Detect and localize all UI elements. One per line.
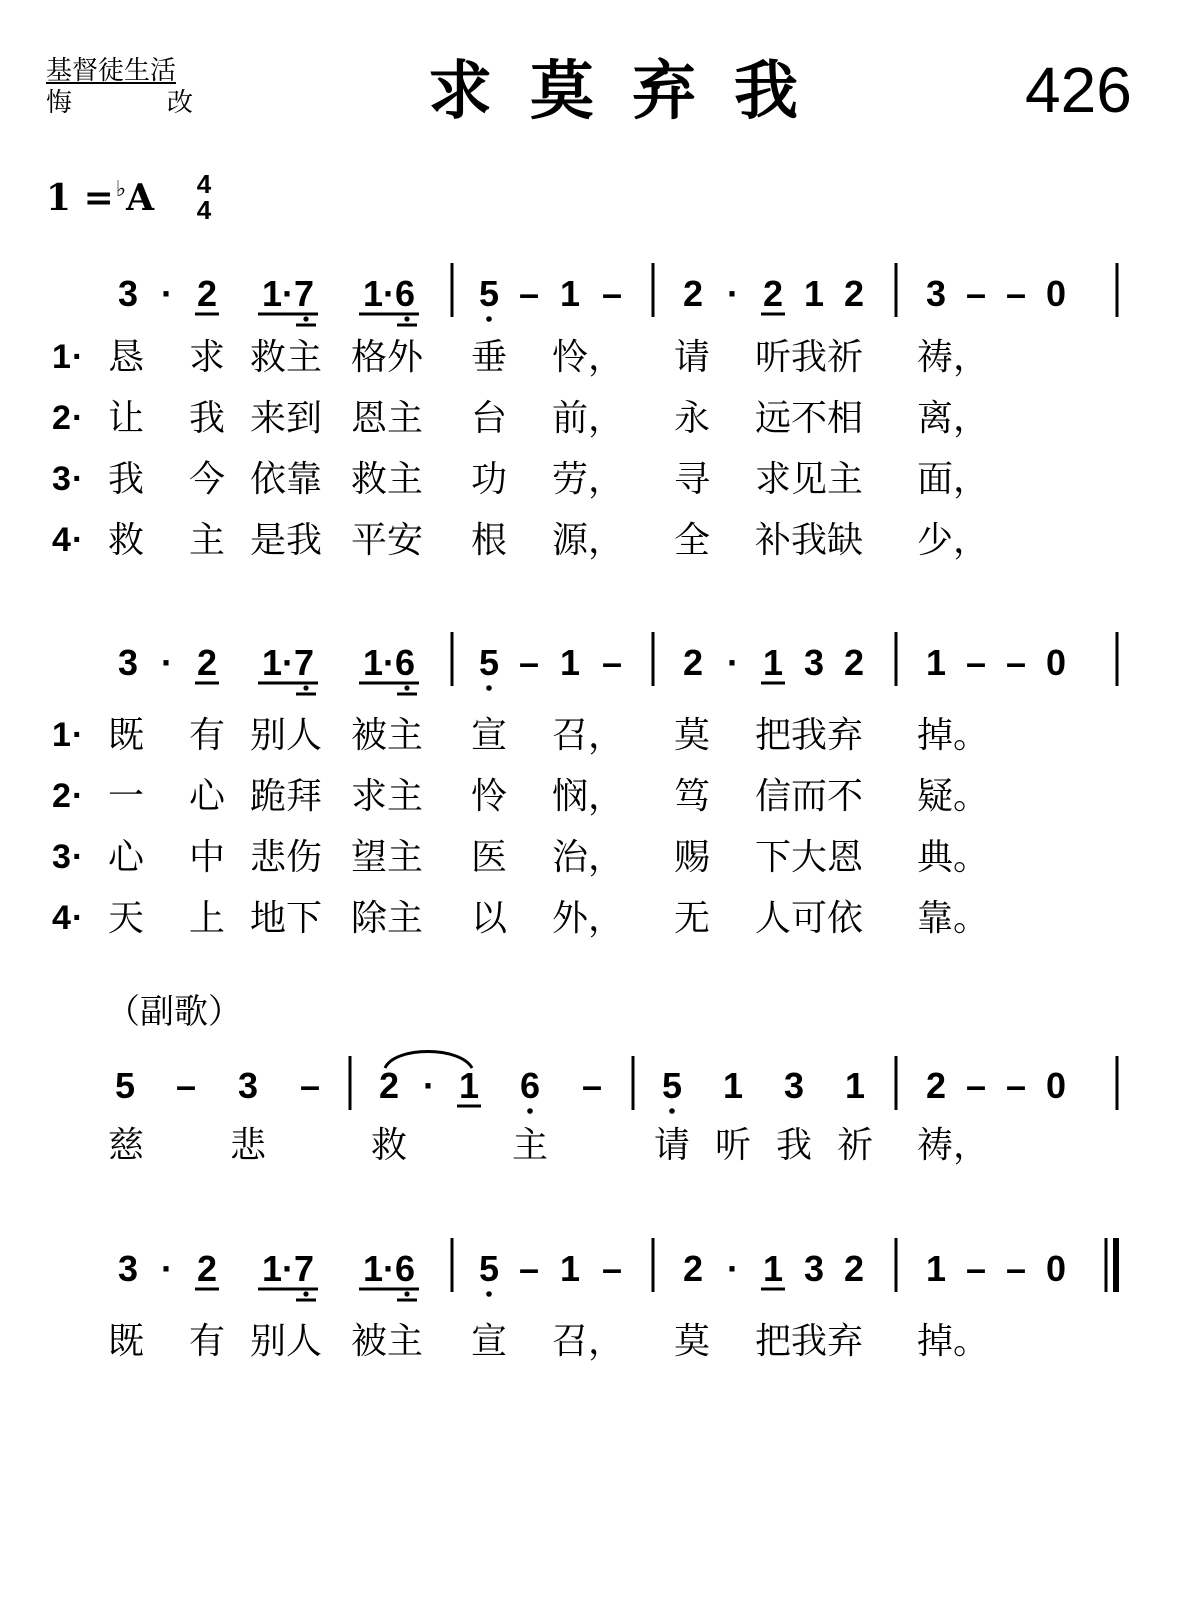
lyric-syllable: 信而不: [755, 776, 864, 817]
dash: –: [965, 1248, 987, 1289]
note: 2: [682, 642, 704, 683]
lyric-syllable: 前，: [552, 398, 625, 439]
lyric-syllable: 面，: [917, 459, 990, 500]
dash: –: [601, 1248, 623, 1289]
lyric-syllable: 召，: [552, 1321, 625, 1362]
low-octave-dot: [404, 685, 409, 690]
lyric-syllable: 让: [108, 398, 145, 439]
lyric-syllable: 被主: [351, 715, 424, 756]
lyric-syllable: 中: [189, 837, 226, 878]
note: 2: [378, 1065, 400, 1106]
lyric-syllable: 悲: [230, 1125, 267, 1166]
lyric-syllable: 祈: [837, 1125, 874, 1166]
dot-extension: ·: [727, 273, 739, 314]
note: 1: [458, 1065, 480, 1106]
final-barline-thick: [1113, 1238, 1119, 1292]
note: 2: [925, 1065, 947, 1106]
dash: –: [1005, 642, 1027, 683]
note: 3: [803, 642, 825, 683]
dash: –: [601, 273, 623, 314]
hymn-number: 426: [1025, 54, 1132, 126]
dot-extension: ·: [161, 273, 173, 314]
note-pair: 1·6: [362, 273, 416, 314]
dash: –: [581, 1065, 603, 1106]
flat-icon: ♭: [115, 176, 127, 202]
note: 2: [196, 642, 218, 683]
lyric-syllable: 依靠: [250, 459, 323, 500]
lyric-syllable: 有: [189, 715, 226, 756]
note: 3: [117, 1248, 139, 1289]
lyric-syllable: 救: [108, 520, 145, 561]
dot-extension: ·: [423, 1065, 435, 1106]
lyric-syllable: 垂: [471, 337, 508, 378]
lyric-syllable: 听我祈: [755, 337, 864, 378]
lyric-syllable: 我: [108, 459, 145, 500]
notation-row-3: [0, 1036, 1200, 1126]
note: 3: [803, 1248, 825, 1289]
note: 2: [843, 1248, 865, 1289]
lyric-syllable: 今: [189, 459, 226, 500]
lyric-syllable: 我: [189, 398, 226, 439]
note: 6: [519, 1065, 541, 1106]
verse-number: 3: [52, 460, 71, 498]
lyric-syllable: 慈: [108, 1125, 145, 1166]
lyric-syllable: 祷，: [917, 1125, 990, 1166]
note: 1: [762, 1248, 784, 1289]
time-numerator: 4: [196, 169, 212, 199]
low-octave-dot: [669, 1108, 675, 1114]
chorus-label: （副歌）: [106, 992, 242, 1032]
note-rest: 0: [1045, 273, 1067, 314]
lyric-syllable: 求主: [351, 776, 424, 817]
dot-extension: ·: [161, 1248, 173, 1289]
note: 1: [844, 1065, 866, 1106]
note-pair: 1·6: [362, 1248, 416, 1289]
key-signature: [46, 178, 154, 223]
note: 1: [762, 642, 784, 683]
lyric-syllable: 望主: [351, 837, 424, 878]
lyric-syllable: 救主: [351, 459, 424, 500]
dot-extension: ·: [727, 1248, 739, 1289]
note: 1: [559, 1248, 581, 1289]
dot-extension: ·: [161, 642, 173, 683]
low-octave-dot: [303, 316, 308, 321]
notation-row-1: [0, 255, 1200, 331]
lyric-syllable: 赐: [674, 837, 711, 878]
hymn-title: 求莫弃我: [428, 55, 836, 129]
note: 3: [783, 1065, 805, 1106]
category-label: 基督徒生活: [46, 56, 177, 86]
note: 1: [925, 642, 947, 683]
note: 1: [722, 1065, 744, 1106]
lyric-syllable: 疑。: [917, 776, 990, 817]
dash: –: [601, 642, 623, 683]
note: 2: [682, 273, 704, 314]
verse-number: 1: [52, 716, 71, 754]
lyric-syllable: 外，: [552, 898, 625, 939]
lyric-syllable: 靠。: [917, 898, 990, 939]
lyric-syllable: 寻: [674, 459, 711, 500]
note-pair: 1·7: [261, 642, 315, 683]
note: 5: [478, 1248, 500, 1289]
lyric-syllable: 宣: [471, 1321, 508, 1362]
verse-number: 4: [52, 899, 71, 937]
lyric-syllable: 既: [108, 1321, 145, 1362]
lyric-syllable: 怜，: [552, 337, 625, 378]
lyric-syllable: 全: [674, 520, 711, 561]
note: 5: [478, 273, 500, 314]
note-rest: 0: [1045, 1248, 1067, 1289]
note: 1: [559, 273, 581, 314]
verse-number: 4: [52, 521, 71, 559]
low-octave-dot: [303, 685, 308, 690]
lyric-syllable: 悯，: [552, 776, 625, 817]
lyric-syllable: 救主: [250, 337, 323, 378]
lyric-syllable: 救: [371, 1125, 408, 1166]
low-octave-dot: [404, 1291, 409, 1296]
lyric-syllable: 源，: [552, 520, 625, 561]
lyric-syllable: 远不相: [755, 398, 864, 439]
note: 3: [237, 1065, 259, 1106]
dash: –: [1005, 1248, 1027, 1289]
note: 2: [196, 1248, 218, 1289]
lyric-syllable: 少，: [917, 520, 990, 561]
lyric-syllable: 莫: [674, 715, 711, 756]
low-octave-dot: [486, 316, 492, 322]
lyric-syllable: 离，: [917, 398, 990, 439]
dash: –: [1005, 1065, 1027, 1106]
note: 2: [196, 273, 218, 314]
lyric-syllable: 来到: [250, 398, 323, 439]
lyric-syllable: 功: [471, 459, 508, 500]
lyric-syllable: 恳: [108, 337, 145, 378]
lyric-syllable: 掉。: [917, 715, 990, 756]
note-pair: 1·7: [261, 1248, 315, 1289]
lyric-syllable: 笃: [674, 776, 711, 817]
lyric-syllable: 人可依: [755, 898, 864, 939]
dash: –: [965, 642, 987, 683]
lyric-syllable: 治，: [552, 837, 625, 878]
lyric-syllable: 医: [471, 837, 508, 878]
lyric-syllable: 悲伤: [250, 837, 323, 878]
lyric-syllable: 无: [674, 898, 711, 939]
note: 1: [559, 642, 581, 683]
notation-row-2: [0, 624, 1200, 700]
dash: –: [965, 273, 987, 314]
lyric-syllable: 祷，: [917, 337, 990, 378]
lyric-syllable: 被主: [351, 1321, 424, 1362]
dash: –: [1005, 273, 1027, 314]
dash: –: [965, 1065, 987, 1106]
note-pair: 1·6: [362, 642, 416, 683]
lyric-syllable: 格外: [351, 337, 424, 378]
dot-extension: ·: [727, 642, 739, 683]
lyric-syllable: 地下: [250, 898, 323, 939]
note: 2: [762, 273, 784, 314]
notation-row-4: [0, 1230, 1200, 1306]
lyric-syllable: 劳，: [552, 459, 625, 500]
lyric-syllable: 召，: [552, 715, 625, 756]
note: 2: [843, 273, 865, 314]
dash: –: [175, 1065, 197, 1106]
lyric-syllable: 主: [189, 520, 226, 561]
lyric-syllable: 请: [654, 1125, 691, 1166]
low-octave-dot: [303, 1291, 308, 1296]
lyric-syllable: 心: [189, 776, 226, 817]
lyric-syllable: 跪拜: [250, 776, 323, 817]
lyric-syllable: 我: [776, 1125, 813, 1166]
lyric-syllable: 请: [674, 337, 711, 378]
low-octave-dot: [404, 316, 409, 321]
dash: –: [518, 642, 540, 683]
note: 2: [843, 642, 865, 683]
dash: –: [518, 273, 540, 314]
dash: –: [299, 1065, 321, 1106]
lyric-syllable: 一: [108, 776, 145, 817]
lyric-syllable: 掉。: [917, 1321, 990, 1362]
note-rest: 0: [1045, 642, 1067, 683]
lyric-syllable: 下大恩: [755, 837, 864, 878]
low-octave-dot: [486, 685, 492, 691]
note: 3: [117, 273, 139, 314]
lyric-syllable: 把我弃: [755, 1321, 864, 1362]
lyric-syllable: 听: [715, 1125, 752, 1166]
key-letter: A: [126, 177, 155, 219]
lyric-syllable: 上: [189, 898, 226, 939]
lyric-syllable: 以: [471, 898, 508, 939]
low-octave-dot: [527, 1108, 533, 1114]
note: 2: [682, 1248, 704, 1289]
verse-number: 1: [52, 338, 71, 376]
lyric-syllable: 既: [108, 715, 145, 756]
lyric-syllable: 根: [471, 520, 508, 561]
lyric-syllable: 别人: [250, 1321, 323, 1362]
lyric-syllable: 除主: [351, 898, 424, 939]
dash: –: [518, 1248, 540, 1289]
verse-number: 3: [52, 838, 71, 876]
subcategory-label: 悔改: [46, 88, 289, 118]
lyric-syllable: 莫: [674, 1321, 711, 1362]
note: 5: [661, 1065, 683, 1106]
verse-number: 2: [52, 777, 71, 815]
note: 5: [114, 1065, 136, 1106]
lyric-syllable: 主: [512, 1125, 549, 1166]
lyric-syllable: 求见主: [755, 459, 864, 500]
lyric-syllable: 宣: [471, 715, 508, 756]
lyric-syllable: 恩主: [351, 398, 424, 439]
verse-number: 2: [52, 399, 71, 437]
lyric-syllable: 台: [471, 398, 508, 439]
note: 3: [925, 273, 947, 314]
lyric-syllable: 补我缺: [755, 520, 864, 561]
lyric-syllable: 求: [189, 337, 226, 378]
lyric-syllable: 天: [108, 898, 145, 939]
note-rest: 0: [1045, 1065, 1067, 1106]
time-signature: [192, 171, 216, 223]
lyric-syllable: 永: [674, 398, 711, 439]
note: 1: [803, 273, 825, 314]
lyric-syllable: 心: [108, 837, 145, 878]
lyric-syllable: 把我弃: [755, 715, 864, 756]
lyric-syllable: 典。: [917, 837, 990, 878]
lyric-syllable: 是我: [250, 520, 323, 561]
lyric-syllable: 平安: [351, 520, 424, 561]
note: 1: [925, 1248, 947, 1289]
lyric-syllable: 别人: [250, 715, 323, 756]
time-denominator: 4: [196, 195, 212, 225]
lyric-syllable: 有: [189, 1321, 226, 1362]
key-prefix: 1 =: [46, 177, 114, 219]
note-pair: 1·7: [261, 273, 315, 314]
lyric-syllable: 怜: [471, 776, 508, 817]
note: 3: [117, 642, 139, 683]
low-octave-dot: [486, 1291, 492, 1297]
note: 5: [478, 642, 500, 683]
